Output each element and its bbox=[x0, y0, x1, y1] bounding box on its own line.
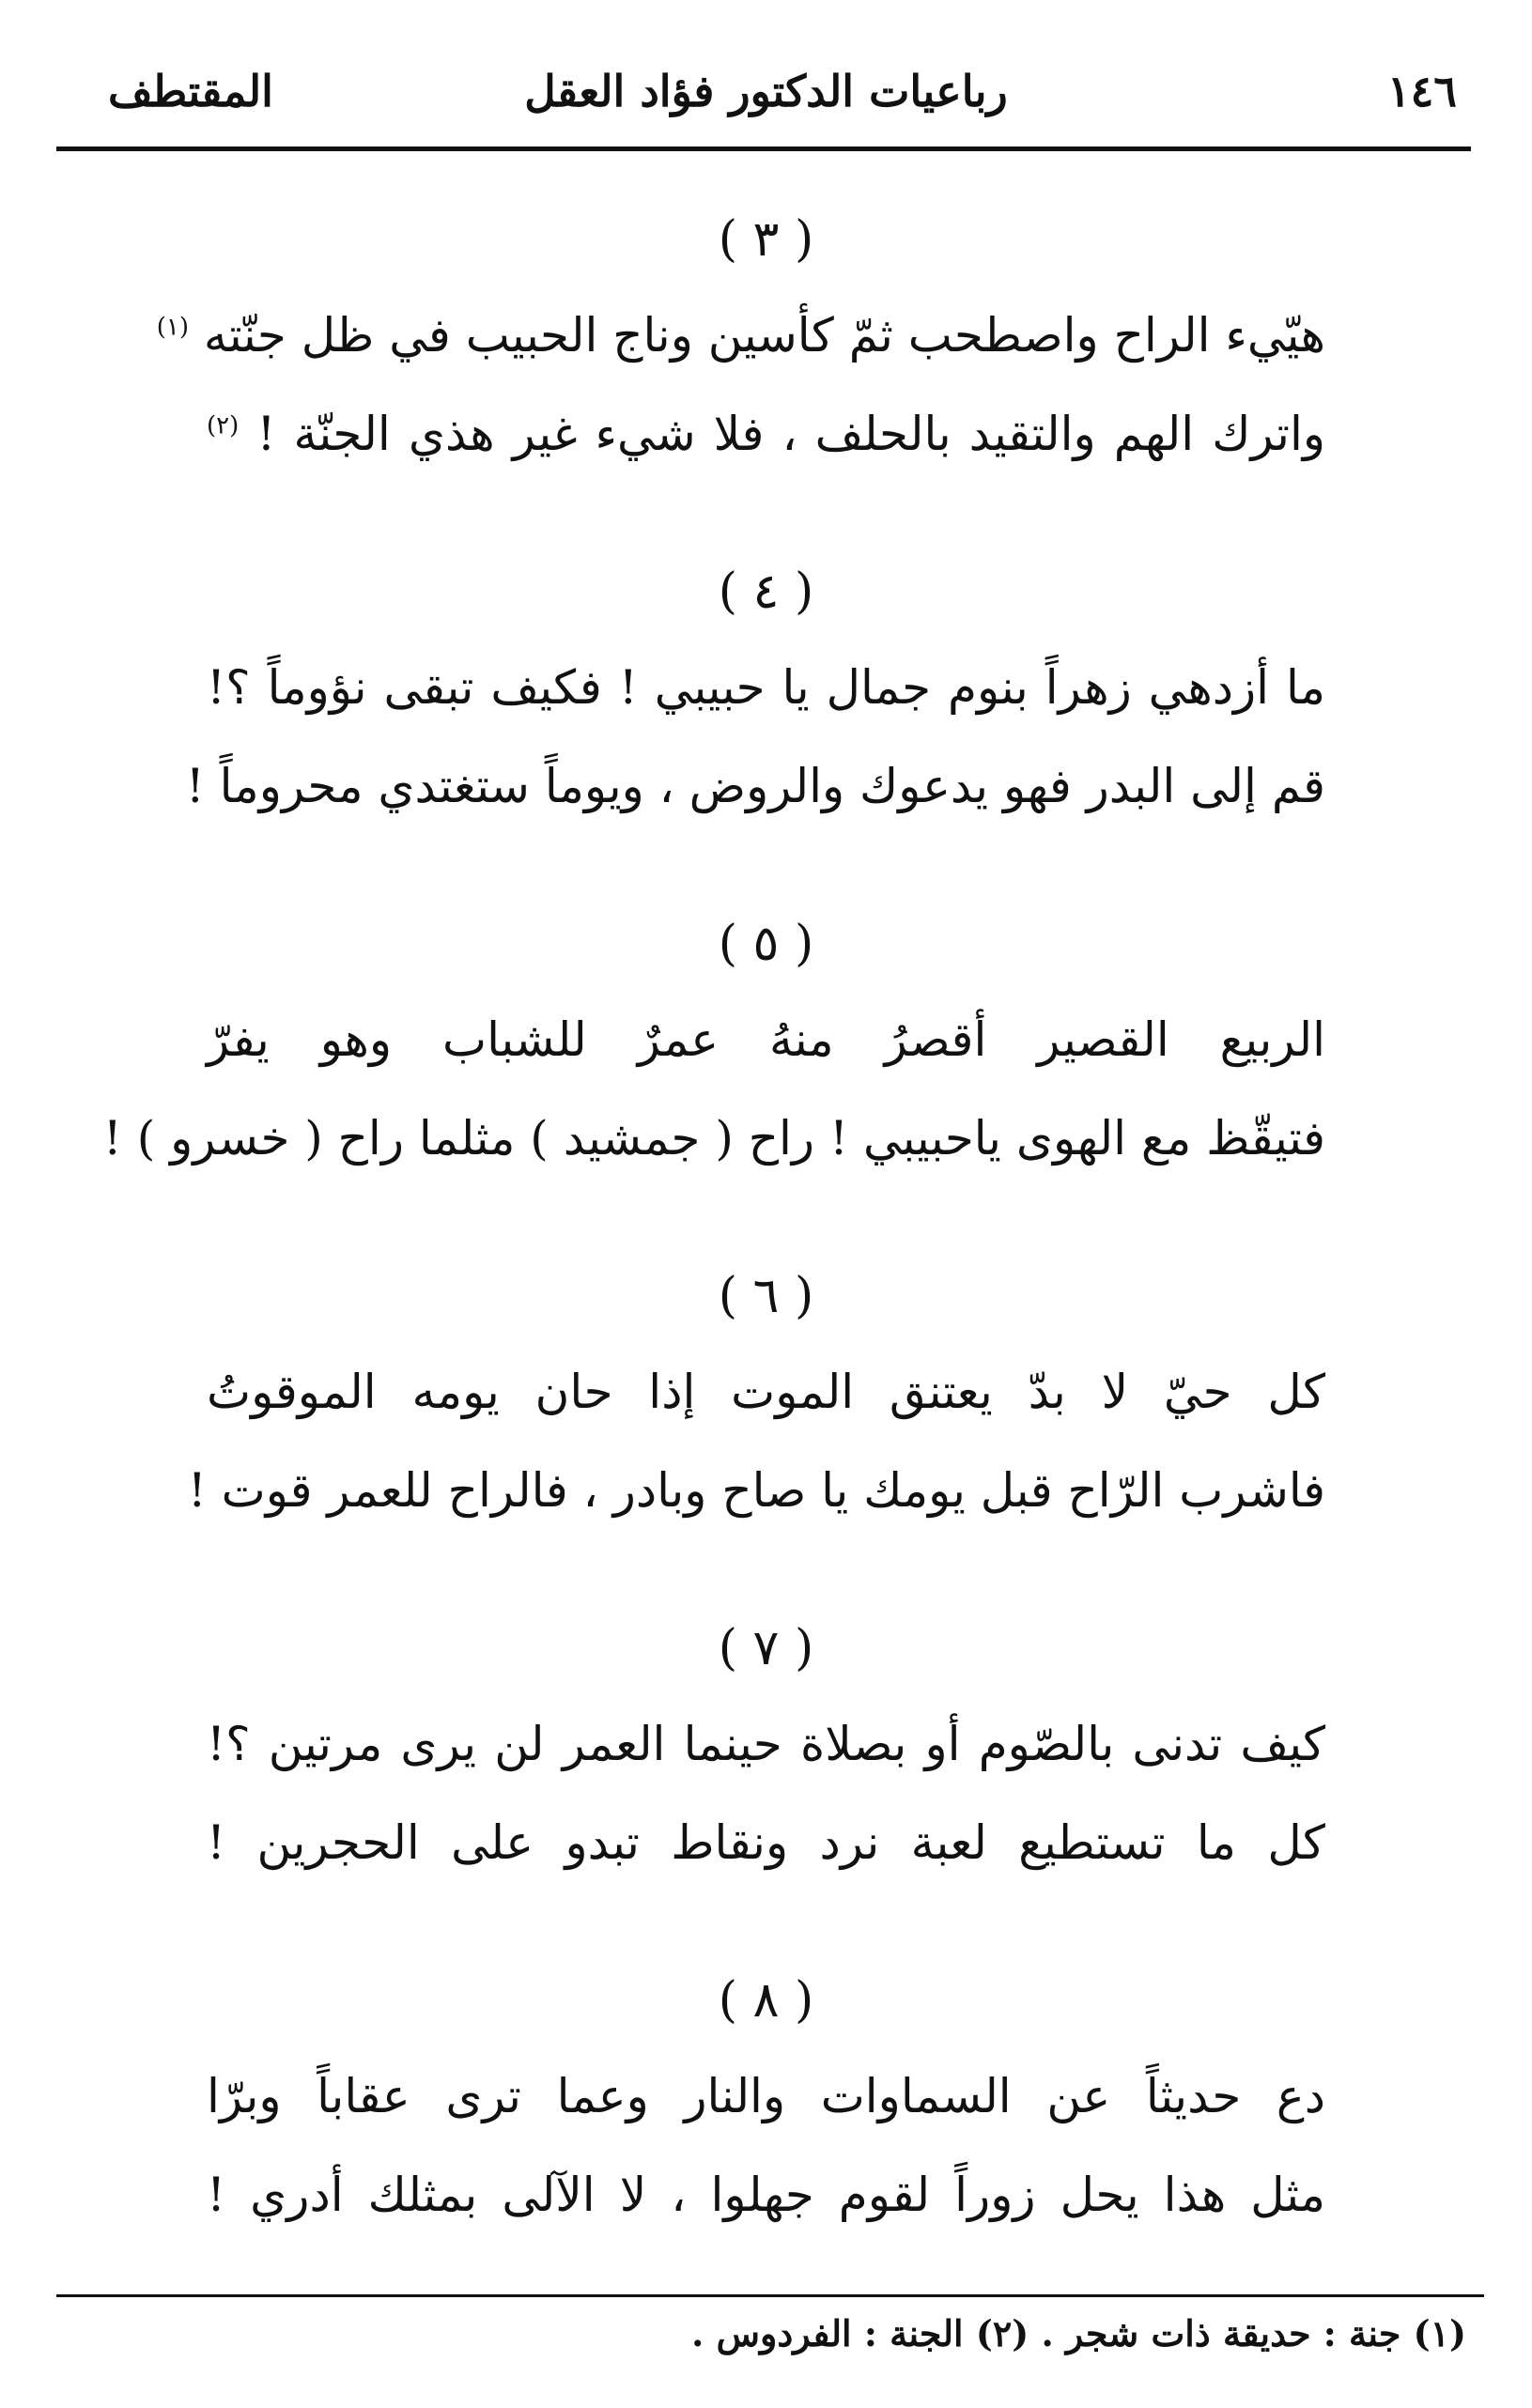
verse-line: الربيع القصير أقصرُ منهُ عمرٌ للشباب وهو يفرّ bbox=[207, 1012, 1325, 1067]
verse-line bbox=[207, 385, 1325, 484]
journal-name: المقتطف bbox=[108, 66, 273, 116]
quatrain-number: ( ٣ ) bbox=[718, 211, 814, 268]
quatrain-number: ( ٥ ) bbox=[718, 916, 814, 972]
quatrain bbox=[156, 193, 1325, 545]
verse-line: كل حيّ لا بدّ يعتنق الموت إذا حان يومه الموقوتُ bbox=[207, 1365, 1325, 1419]
quatrain-number: ( ٦ ) bbox=[718, 1268, 814, 1324]
verse-line: مثل هذا يحل زوراً لقوم جهلوا ، لا الآلى بمثلك أدري ! bbox=[207, 2168, 1325, 2222]
verse-line bbox=[156, 286, 1325, 385]
verse-line: فتيقّظ مع الهوى ياحبيبي ! راح ( جمشيد ) مثلما راح ( خسرو ) ! bbox=[102, 1111, 1325, 1165]
verse-line: قم إلى البدر فهو يدعوك والروض ، ويوماً ستغتدي محروماً ! bbox=[185, 759, 1325, 813]
quatrain-number: ( ٤ ) bbox=[718, 563, 814, 620]
page-number: ١٤٦ bbox=[1386, 66, 1457, 116]
quatrain-number: ( ٨ ) bbox=[718, 1972, 814, 2029]
quatrain bbox=[207, 1953, 1325, 2306]
quatrain bbox=[187, 1249, 1325, 1601]
quatrain-number: ( ٧ ) bbox=[718, 1620, 814, 1676]
verse-line: كيف تدنى بالصّوم أو بصلاة حينما العمر لن يرى مرتين ؟! bbox=[207, 1717, 1325, 1771]
verse-line: فاشرب الرّاح قبل يومك يا صاح وبادر ، فالراح للعمر قوت ! bbox=[187, 1463, 1325, 1518]
quatrain bbox=[102, 897, 1325, 1249]
quatrain bbox=[185, 545, 1325, 897]
verse-text: واترك الهم والتقيد بالحلف ، فلا شيء غير هذي الجنّة ! bbox=[256, 407, 1325, 461]
verse-line: ما أزدهي زهراً بنوم جمال يا حبيبي ! فكيف تبقى نؤوماً ؟! bbox=[207, 660, 1325, 715]
running-header bbox=[56, 58, 1476, 124]
verse-line: كل ما تستطيع لعبة نرد ونقاط تبدو على الحجرين ! bbox=[207, 1815, 1325, 1870]
footnote-marker: (١) bbox=[156, 313, 189, 342]
verse-line: دع حديثاً عن السماوات والنار وعما ترى عقاباً وبرّا bbox=[207, 2069, 1325, 2123]
header-rule bbox=[56, 147, 1471, 151]
verse-text: هيّيء الراح واصطحب ثمّ كأسين وناج الحبيب في ظل جنّته bbox=[203, 308, 1325, 363]
quatrain bbox=[207, 1601, 1325, 1953]
running-title: رباعيات الدكتور فؤاد العقل bbox=[524, 66, 1008, 116]
footnote-rule bbox=[56, 2294, 1484, 2297]
footnotes: (١) جنة : حديقة ذات شجر . (٢) الجنة : الفردوس . bbox=[691, 2312, 1466, 2354]
poems-section bbox=[102, 193, 1325, 2306]
footnote-marker: (٢) bbox=[207, 411, 240, 440]
